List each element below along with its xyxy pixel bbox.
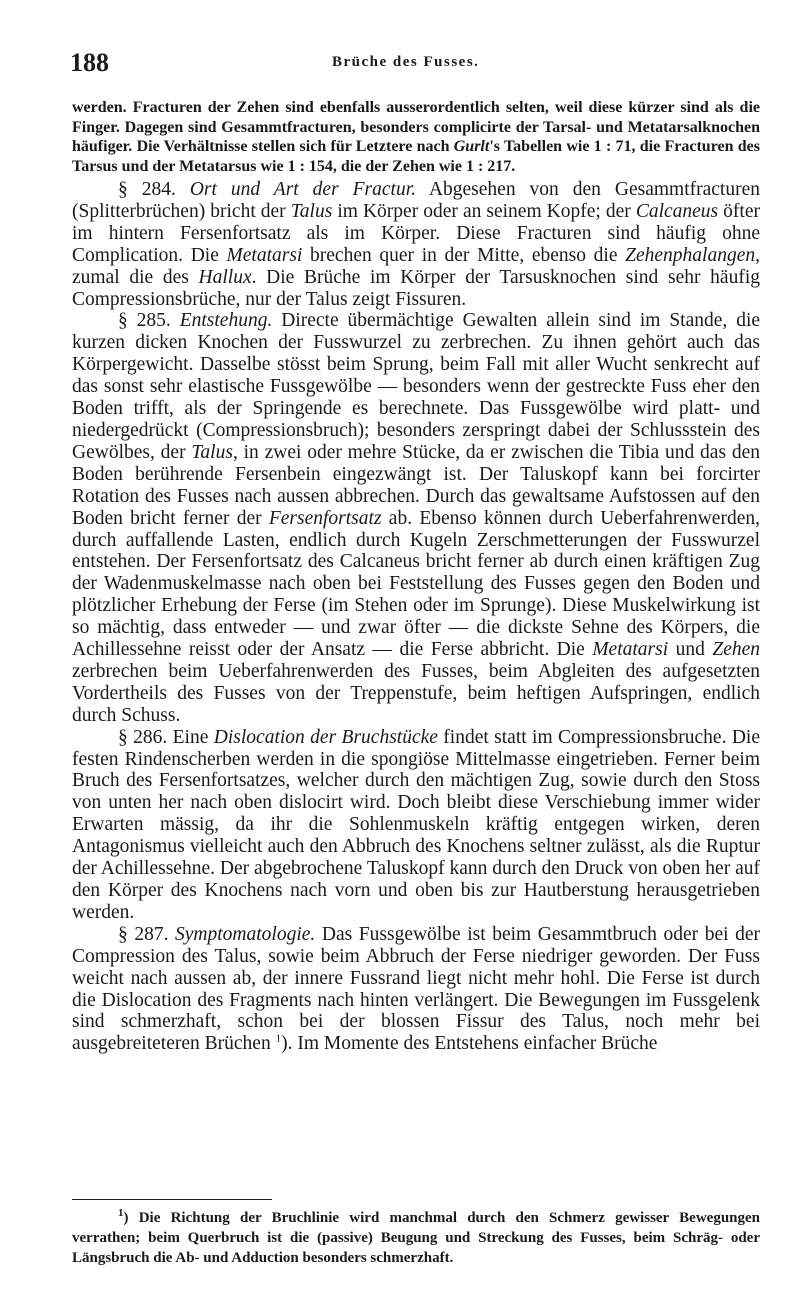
page-header (70, 44, 760, 78)
section-number: § 287. (118, 923, 169, 945)
section-number: § 286. (118, 726, 168, 748)
page-number: 188 (70, 48, 109, 77)
footnote-marker: 1 (118, 1207, 124, 1219)
section-287: § 287. Symptomatologie. Das Fussgewölbe ist beim Gesammtbruch oder bei der Compression des Talus, sowie beim Abbruch der Ferse niedriger geworden. Der Fuss weicht nach aussen ab, der innere Fussrand liegt nicht mehr hohl. Die Ferse ist durch die Dislocation des Fragments nach hinten verlängert. Die Bewegungen im Fussgelenk sind schmerzhaft, schon bei der blossen Fissur des Talus, noch mehr bei ausgebreiteteren Brüchen $^1$). Im Momente des Entstehens einfacher Brüche (72, 923, 761, 1055)
footnote: $^1$) Die Richtung der Bruchlinie wird manchmal durch den Schmerz gewisser Bewegungen verrathen; beim Querbruch ist die (passive) Beugung und Streckung des Fusses, beim Schräg- oder Längsbruch die Ab- und Adduction besonders schmerzhaft. (72, 1207, 760, 1266)
footnote-reference: 1 (275, 1032, 282, 1045)
body-text (72, 98, 760, 1055)
section-284: § 284. Ort und Art der Fractur. Abgesehen von den Gesammtfracturen (Splitterbrüchen) bricht der Talus im Körper oder an seinem Kopfe; der Calcaneus öfter im hintern Fersenfortsatz als im Körper. Diese Fracturen sind häufig ohne Complication. Die Metatarsi brechen quer in der Mitte, ebenso die Zehenphalangen, zumal die des Hallux. Die Brüche im Körper der Tarsusknochen sind sehr häufig Compressionsbrüche, nur der Talus zeigt Fissuren. (72, 179, 761, 310)
section-title: Ort und Art der Fractur. (189, 179, 417, 200)
section-286: § 286. Eine Dislocation der Bruchstücke findet statt im Compressionsbruche. Die festen Rindenscherben werden in die spongiöse Mittelmasse eingetrieben. Ferner beim Bruch des Fersenfortsatzes, welcher durch den mächtigen Zug, sowie durch den Stoss von unten her nach oben dislocirt wird. Doch bleibt diese Verschiebung immer wider Erwarten mässig, da ihr die Sohlenmuskeln kräftig entgegen wirken, deren Antagonismus vielleicht auch den Abbruch des Knochens seltner zulässt, als die Ruptur der Achillessehne. Der abgebrochene Taluskopf kann durch den Druck von oben her auf den Körper des Knochens nach vorn und oben bis zur Hautberstung herausgetrieben werden. (72, 726, 761, 923)
section-title: Symptomatologie. (175, 923, 316, 945)
running-title: Brüche des Fusses. (332, 54, 480, 70)
section-title: Entstehung. (179, 310, 273, 332)
section-number: § 284. (118, 179, 176, 200)
intro-paragraph: werden. Fracturen der Zehen sind ebenfalls ausserordentlich selten, weil diese kürzer sind als die Finger. Dagegen sind Gesammtfracturen, besonders complicirte der Tarsal- und Metatarsalknochen häufiger. Die Verhältnisse stellen sich für Letztere nach Gurlt's Tabellen wie 1 : 71, die Fracturen des Tarsus und der Metatarsus wie 1 : 154, die der Zehen wie 1 : 217. (72, 99, 760, 175)
section-number: § 285. (118, 310, 171, 332)
section-285: § 285. Entstehung. Directe übermächtige Gewalten allein sind im Stande, die kurzen dicken Knochen der Fusswurzel zu zerbrechen. Zu ihnen gehört auch das Körpergewicht. Dasselbe stösst beim Sprung, beim Fall mit aller Wucht senkrecht auf das sonst sehr elastische Fussgewölbe — besonders wenn der gestreckte Fuss eher den Boden trifft, als der Springende es berechnete. Das Fussgewölbe wird platt- und niedergedrückt (Compressionsbruch); besonders zerspringt dabei der Schlussstein des Gewölbes, der Talus, in zwei oder mehre Stücke, da er zwischen die Tibia und das den Boden berührende Fersenbein eingezwängt ist. Der Taluskopf kann bei forcirter Rotation des Fusses nach aussen abbrechen. Durch das gewaltsame Aufstossen auf den Boden bricht ferner der Fersenfortsatz ab. Ebenso können durch Ueberfahrenwerden, durch auffallende Lasten, endlich durch Kugeln Zerschmetterungen der Fusswurzel entstehen. Der Fersenfortsatz des Calcaneus bricht ferner ab durch einen kräftigen Zug der Wadenmuskelmasse nach oben bei Feststellung des Fusses gegen den Boden und plötzlicher Erhebung der Ferse (im Stehen oder im Sprunge). Diese Muskelwirkung ist so mächtig, dass entweder — und zwar öfter — die dickste Sehne des Körpers, die Achillessehne reisst oder der Ansatz — die Ferse abbricht. Die Metatarsi und Zehen zerbrechen beim Ueberfahrenwerden des Fusses, beim Abgleiten des aufgesetzten Vordertheils des Fusses von der Treppenstufe, beim heftigen Aufspringen, endlich durch Schuss. (72, 310, 761, 726)
footnote-divider (72, 1199, 272, 1200)
section-title: Dislocation der Bruchstücke (213, 726, 438, 748)
